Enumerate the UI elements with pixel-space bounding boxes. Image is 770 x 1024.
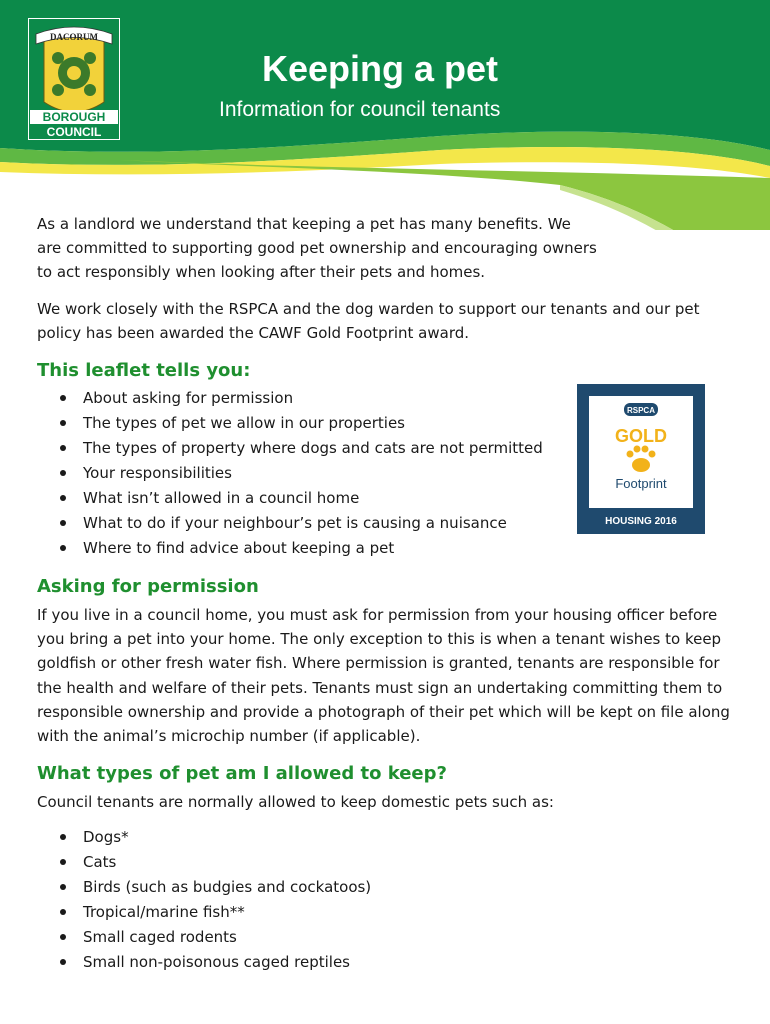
list-item: About asking for permission [37, 386, 543, 411]
page-header [0, 0, 770, 230]
intro-paragraph-2: We work closely with the RSPCA and the dog warden to support our tenants and our pet policy has been awarded the CAWF Gold Footprint award. [37, 300, 700, 343]
list-item: Birds (such as budgies and cockatoos) [37, 875, 371, 900]
list-item: Your responsibilities [37, 461, 543, 486]
dacorum-council-logo [28, 18, 120, 140]
list-item: Small non-poisonous caged reptiles [37, 950, 371, 975]
list-item: The types of pet we allow in our properties [37, 411, 543, 436]
permission-heading: Asking for permission [37, 576, 259, 597]
types-heading: What types of pet am I allowed to keep? [37, 763, 447, 784]
list-item: Small caged rodents [37, 925, 371, 950]
pet-types-list [37, 825, 371, 975]
logo-line2: COUNCIL [46, 125, 102, 139]
badge-org-text: RSPCA [626, 406, 656, 415]
permission-paragraph: If you live in a council home, you must ask for permission from your housing officer before you bring a pet into your home. The only exception to this is when a tenant wishes to keep goldfish or other fresh water fish. Where permission is granted, tenants are responsible for the health and welfare of their pets. Tenants must sign an undertaking committing them to responsible ownership and provide a photograph of their pet which will be kept on file along with the animal’s microchip number (if applicable). [37, 606, 730, 746]
intro-paragraph-1: As a landlord we understand that keeping a pet has many benefits. We are committed to supporting good pet ownership and encouraging owners to act responsibly when looking after their pets and homes. [37, 215, 597, 282]
list-item: Dogs* [37, 825, 371, 850]
leaflet-heading: This leaflet tells you: [37, 360, 251, 381]
logo-top-text: DACORUM [50, 32, 98, 42]
list-item: What isn’t allowed in a council home [37, 486, 543, 511]
badge-footer-text: HOUSING 2016 [605, 516, 677, 527]
page-title: Keeping a pet [262, 48, 499, 89]
badge-name-text: Footprint [615, 476, 667, 491]
badge-level-text: GOLD [615, 426, 667, 446]
list-item: The types of property where dogs and cats are not permitted [37, 436, 543, 461]
types-intro: Council tenants are normally allowed to keep domestic pets such as: [37, 793, 554, 811]
list-item: Where to find advice about keeping a pet [37, 536, 543, 561]
logo-line1: BOROUGH [42, 110, 106, 124]
list-item: What to do if your neighbour’s pet is causing a nuisance [37, 511, 543, 536]
leaflet-list [37, 386, 543, 561]
list-item: Tropical/marine fish** [37, 900, 371, 925]
page-subtitle: Information for council tenants [219, 98, 501, 121]
list-item: Cats [37, 850, 371, 875]
rspca-gold-footprint-badge [577, 384, 705, 534]
